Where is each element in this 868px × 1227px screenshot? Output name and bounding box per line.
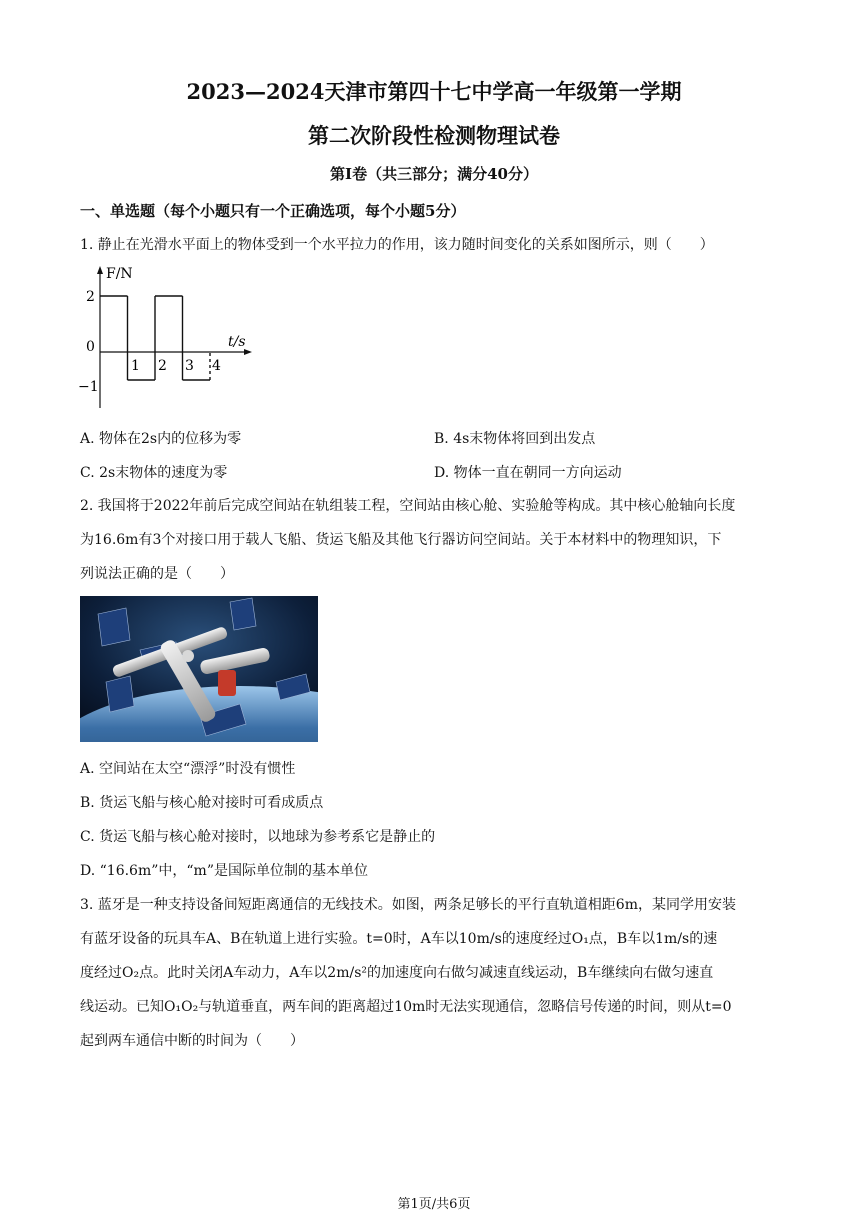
q3-line5: 起到两车通信中断的时间为（ ） (80, 1033, 304, 1049)
q2-option-b[interactable]: B. 货运飞船与核心舱对接时可看成质点 (80, 795, 324, 811)
x-tick-1: 1 (131, 358, 140, 374)
q2-option-a[interactable]: A. 空间站在太空“漂浮”时没有惯性 (80, 761, 296, 777)
q1-force-time-graph (76, 262, 266, 412)
q1-option-c[interactable]: C. 2s末物体的速度为零 (80, 465, 228, 481)
q2-stem-line1: 2. 我国将于2022年前后完成空间站在轨组装工程，空间站由核心舱、实验舱等构成。其中核心舱轴向长度 (80, 498, 736, 514)
exam-subtitle: 第I卷（共三部分；满分40分） (330, 165, 538, 183)
y-axis-label: F/N (106, 266, 133, 282)
q2-stem-line3: 列说法正确的是（ ） (80, 566, 234, 582)
q2-stem-line2: 为16.6m有3个对接口用于载人飞船、货运飞船及其他飞行器访问空间站。关于本材料中的物理知识，下 (80, 532, 722, 548)
q2-option-c[interactable]: C. 货运飞船与核心舱对接时，以地球为参考系它是静止的 (80, 829, 436, 845)
y-axis-arrow (97, 266, 103, 274)
x-tick-4: 4 (212, 358, 221, 374)
q1-option-b[interactable]: B. 4s末物体将回到出发点 (434, 431, 596, 447)
q1-stem: 1. 静止在光滑水平面上的物体受到一个水平拉力的作用，该力随时间变化的关系如图所示，则（ ） (80, 237, 714, 253)
exam-title-line1: 2023—2024天津市第四十七中学高一年级第一学期 (186, 79, 682, 104)
q3-line4: 线运动。已知O₁O₂与轨道垂直，两车间的距离超过10m时无法实现通信，忽略信号传递的时间，则从t=0 (80, 999, 732, 1015)
q3-line3: 度经过O₂点。此时关闭A车动力，A车以2m/s²的加速度向右做匀减速直线运动，B车继续向右做匀速直 (80, 965, 714, 981)
q1-option-d[interactable]: D. 物体一直在朝同一方向运动 (434, 465, 622, 481)
x-tick-3: 3 (185, 358, 194, 374)
page-number: 第1页/共6页 (397, 1197, 471, 1212)
section-heading: 一、单选题（每个小题只有一个正确选项，每个小题5分） (80, 202, 466, 220)
x-tick-2: 2 (158, 358, 167, 374)
q2-option-d[interactable]: D. “16.6m”中，“m”是国际单位制的基本单位 (80, 863, 368, 879)
space-station-image (80, 596, 318, 742)
x-axis-label: t/s (228, 334, 246, 350)
y-tick-0: 0 (86, 339, 95, 355)
exam-title-line2: 第二次阶段性检测物理试卷 (308, 123, 560, 148)
q3-line1: 3. 蓝牙是一种支持设备间短距离通信的无线技术。如图，两条足够长的平行直轨道相距6m，某同学用安装 (80, 897, 736, 913)
q1-option-a[interactable]: A. 物体在2s内的位移为零 (80, 431, 242, 447)
y-tick-2: 2 (86, 289, 95, 305)
y-tick-minus1: −1 (78, 379, 99, 395)
q3-line2: 有蓝牙设备的玩具车A、B在轨道上进行实验。t=0时，A车以10m/s的速度经过O₁点，B车以1m/s的速 (80, 931, 718, 947)
